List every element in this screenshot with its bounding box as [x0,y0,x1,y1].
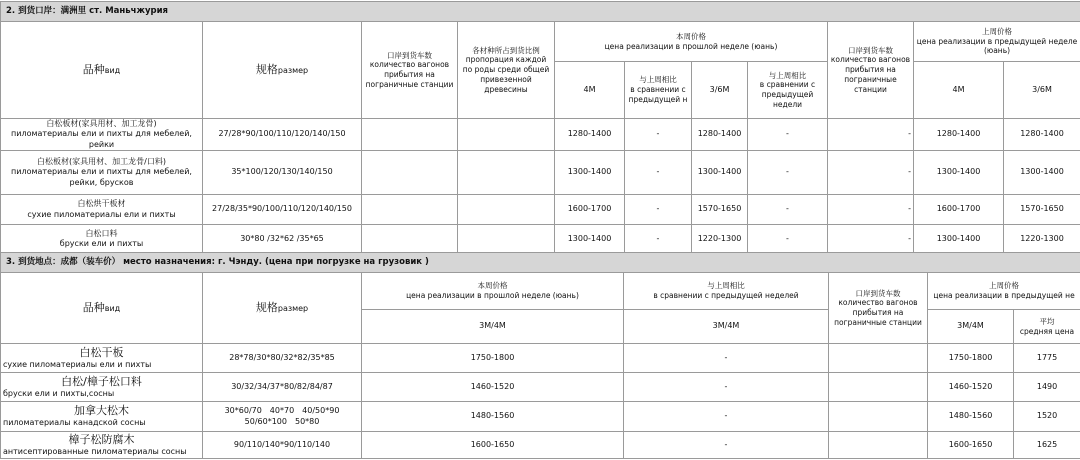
compare-36m-cell: - [748,195,828,225]
section2-title: 2. 到货口岸：满洲里 ст. Маньчжурия [1,2,1080,22]
wagons-cell [829,402,928,432]
compare-cell: - [624,432,829,459]
last-4m-cell: 1300-1400 [914,151,1004,195]
share-header: 各材种所占到货比例 пропорация каждой по роды среди общей привезенной древесины [458,22,555,119]
last-36m-cell: 1570-1650 [1004,195,1080,225]
wagons2-cell: - [828,119,914,151]
wagons-cell [829,432,928,459]
wagons-header: 口岸到货车数 количество вагонов прибытия на пограничные станции [829,273,928,344]
table-row [1,432,1080,459]
avg-header: 平均 средняя цена [1014,310,1080,344]
product-cell: 白松板材(家具用材、加工龙骨/口料) пиломатериалы ели и пихты для мебелей, рейки, брусков [1,151,203,195]
compare-header: 与上周相比 в сравнении с предыдущей н [625,62,692,119]
wagons-cell [829,344,928,373]
table-row [1,373,1080,402]
price-36m-cell: 1300-1400 [692,151,748,195]
last-cell: 1750-1800 [928,344,1014,373]
compare-4m-cell: - [625,119,692,151]
table-row [1,195,1080,225]
wagons-cell [362,151,458,195]
product-cell: 白松干板 сухие пиломатериалы ели и пихты [1,344,203,373]
last-4m-cell: 1300-1400 [914,225,1004,254]
avg-cell: 1625 [1014,432,1080,459]
wagons2-header: 口岸到货车数 количество вагонов прибытия на пограничные станции [828,22,914,119]
wagons-cell [362,225,458,254]
table-row [1,402,1080,432]
compare2-header: 与上周相比 в сравнении с предыдущей недели [748,62,828,119]
price-36m-cell: 1280-1400 [692,119,748,151]
len-compare-header: 3M/4M [624,310,829,344]
last-cell: 1460-1520 [928,373,1014,402]
spec-cell: 90/110/140*90/110/140 [203,432,362,459]
compare-4m-cell: - [625,225,692,254]
section3-table [0,252,1080,459]
wagons-header: 口岸到货车数 количество вагонов прибытия на пограничные станции [362,22,458,119]
product-cell: 白松烘干板材 сухие пиломатериалы ели и пихты [1,195,203,225]
price-cell: 1460-1520 [362,373,624,402]
last-4m-cell: 1600-1700 [914,195,1004,225]
compare-36m-cell: - [748,119,828,151]
product-cell: 白松/樟子松口料 бруски ели и пихты,сосны [1,373,203,402]
len-36m-header: 3/6M [692,62,748,119]
price-4m-cell: 1600-1700 [555,195,625,225]
price-36m-cell: 1570-1650 [692,195,748,225]
product-cell: 白松口料 бруски ели и пихты [1,225,203,254]
spec-header: 规格размер [203,273,362,344]
wagons-cell [829,373,928,402]
avg-cell: 1775 [1014,344,1080,373]
price-4m-cell: 1280-1400 [555,119,625,151]
last-week-header: 上周价格 цена реализации в предыдущей неделе (юань) [914,22,1080,62]
last-cell: 1480-1560 [928,402,1014,432]
compare-cell: - [624,344,829,373]
last-4m-header: 4M [914,62,1004,119]
last-cell: 1600-1650 [928,432,1014,459]
wagons-cell [362,195,458,225]
table-row [1,119,1080,151]
price-cell: 1480-1560 [362,402,624,432]
len-4m-header: 4M [555,62,625,119]
last-36m-cell: 1220-1300 [1004,225,1080,254]
price-4m-cell: 1300-1400 [555,225,625,254]
len-header: 3M/4M [362,310,624,344]
compare-36m-cell: - [748,151,828,195]
product-header: 品种вид [1,273,203,344]
wagons2-cell: - [828,151,914,195]
spec-cell: 30/32/34/37*80/82/84/87 [203,373,362,402]
share-cell [458,119,555,151]
product-cell: 加拿大松木 пиломатериалы канадской сосны [1,402,203,432]
product-header: 品种вид [1,22,203,119]
spec-header: 规格размер [203,22,362,119]
avg-cell: 1490 [1014,373,1080,402]
compare-header: 与上周相比 в сравнении с предыдущей неделей [624,273,829,310]
table-row [1,151,1080,195]
section3-title: 3. 到货地点：成都（装车价） место назначения: г. Чэнду. (цена при погрузке на грузовик ) [1,253,1080,273]
this-week-header: 本周价格 цена реализации в прошлой неделе (юань) [555,22,828,62]
spec-cell: 35*100/120/130/140/150 [203,151,362,195]
last-36m-cell: 1280-1400 [1004,119,1080,151]
last-4m-cell: 1280-1400 [914,119,1004,151]
spec-cell: 30*80 /32*62 /35*65 [203,225,362,254]
table-row [1,344,1080,373]
compare-4m-cell: - [625,151,692,195]
price-cell: 1600-1650 [362,432,624,459]
wagons-cell [362,119,458,151]
spec-cell: 28*78/30*80/32*82/35*85 [203,344,362,373]
share-cell [458,151,555,195]
compare-36m-cell: - [748,225,828,254]
spec-cell: 27/28/35*90/100/110/120/140/150 [203,195,362,225]
this-week-header: 本周价格 цена реализации в прошлой неделе (юань) [362,273,624,310]
last-len-header: 3M/4M [928,310,1014,344]
price-4m-cell: 1300-1400 [555,151,625,195]
wagons2-cell: - [828,225,914,254]
table-row [1,225,1080,254]
last-36m-header: 3/6M [1004,62,1080,119]
product-cell: 白松板材(家具用材、加工龙骨) пиломатериалы ели и пихты для мебелей, рейки [1,119,203,151]
last-week-header: 上周价格 цена реализации в предыдущей не [928,273,1080,310]
share-cell [458,195,555,225]
wagons2-cell: - [828,195,914,225]
compare-4m-cell: - [625,195,692,225]
last-36m-cell: 1300-1400 [1004,151,1080,195]
compare-cell: - [624,373,829,402]
product-cell: 樟子松防腐木 антисептированные пиломатериалы сосны [1,432,203,459]
avg-cell: 1520 [1014,402,1080,432]
compare-cell: - [624,402,829,432]
price-cell: 1750-1800 [362,344,624,373]
spec-cell: 27/28*90/100/110/120/140/150 [203,119,362,151]
spec-cell: 30*60/70 40*70 40/50*90 50/60*100 50*80 [203,402,362,432]
price-36m-cell: 1220-1300 [692,225,748,254]
share-cell [458,225,555,254]
section2-table [0,1,1080,254]
